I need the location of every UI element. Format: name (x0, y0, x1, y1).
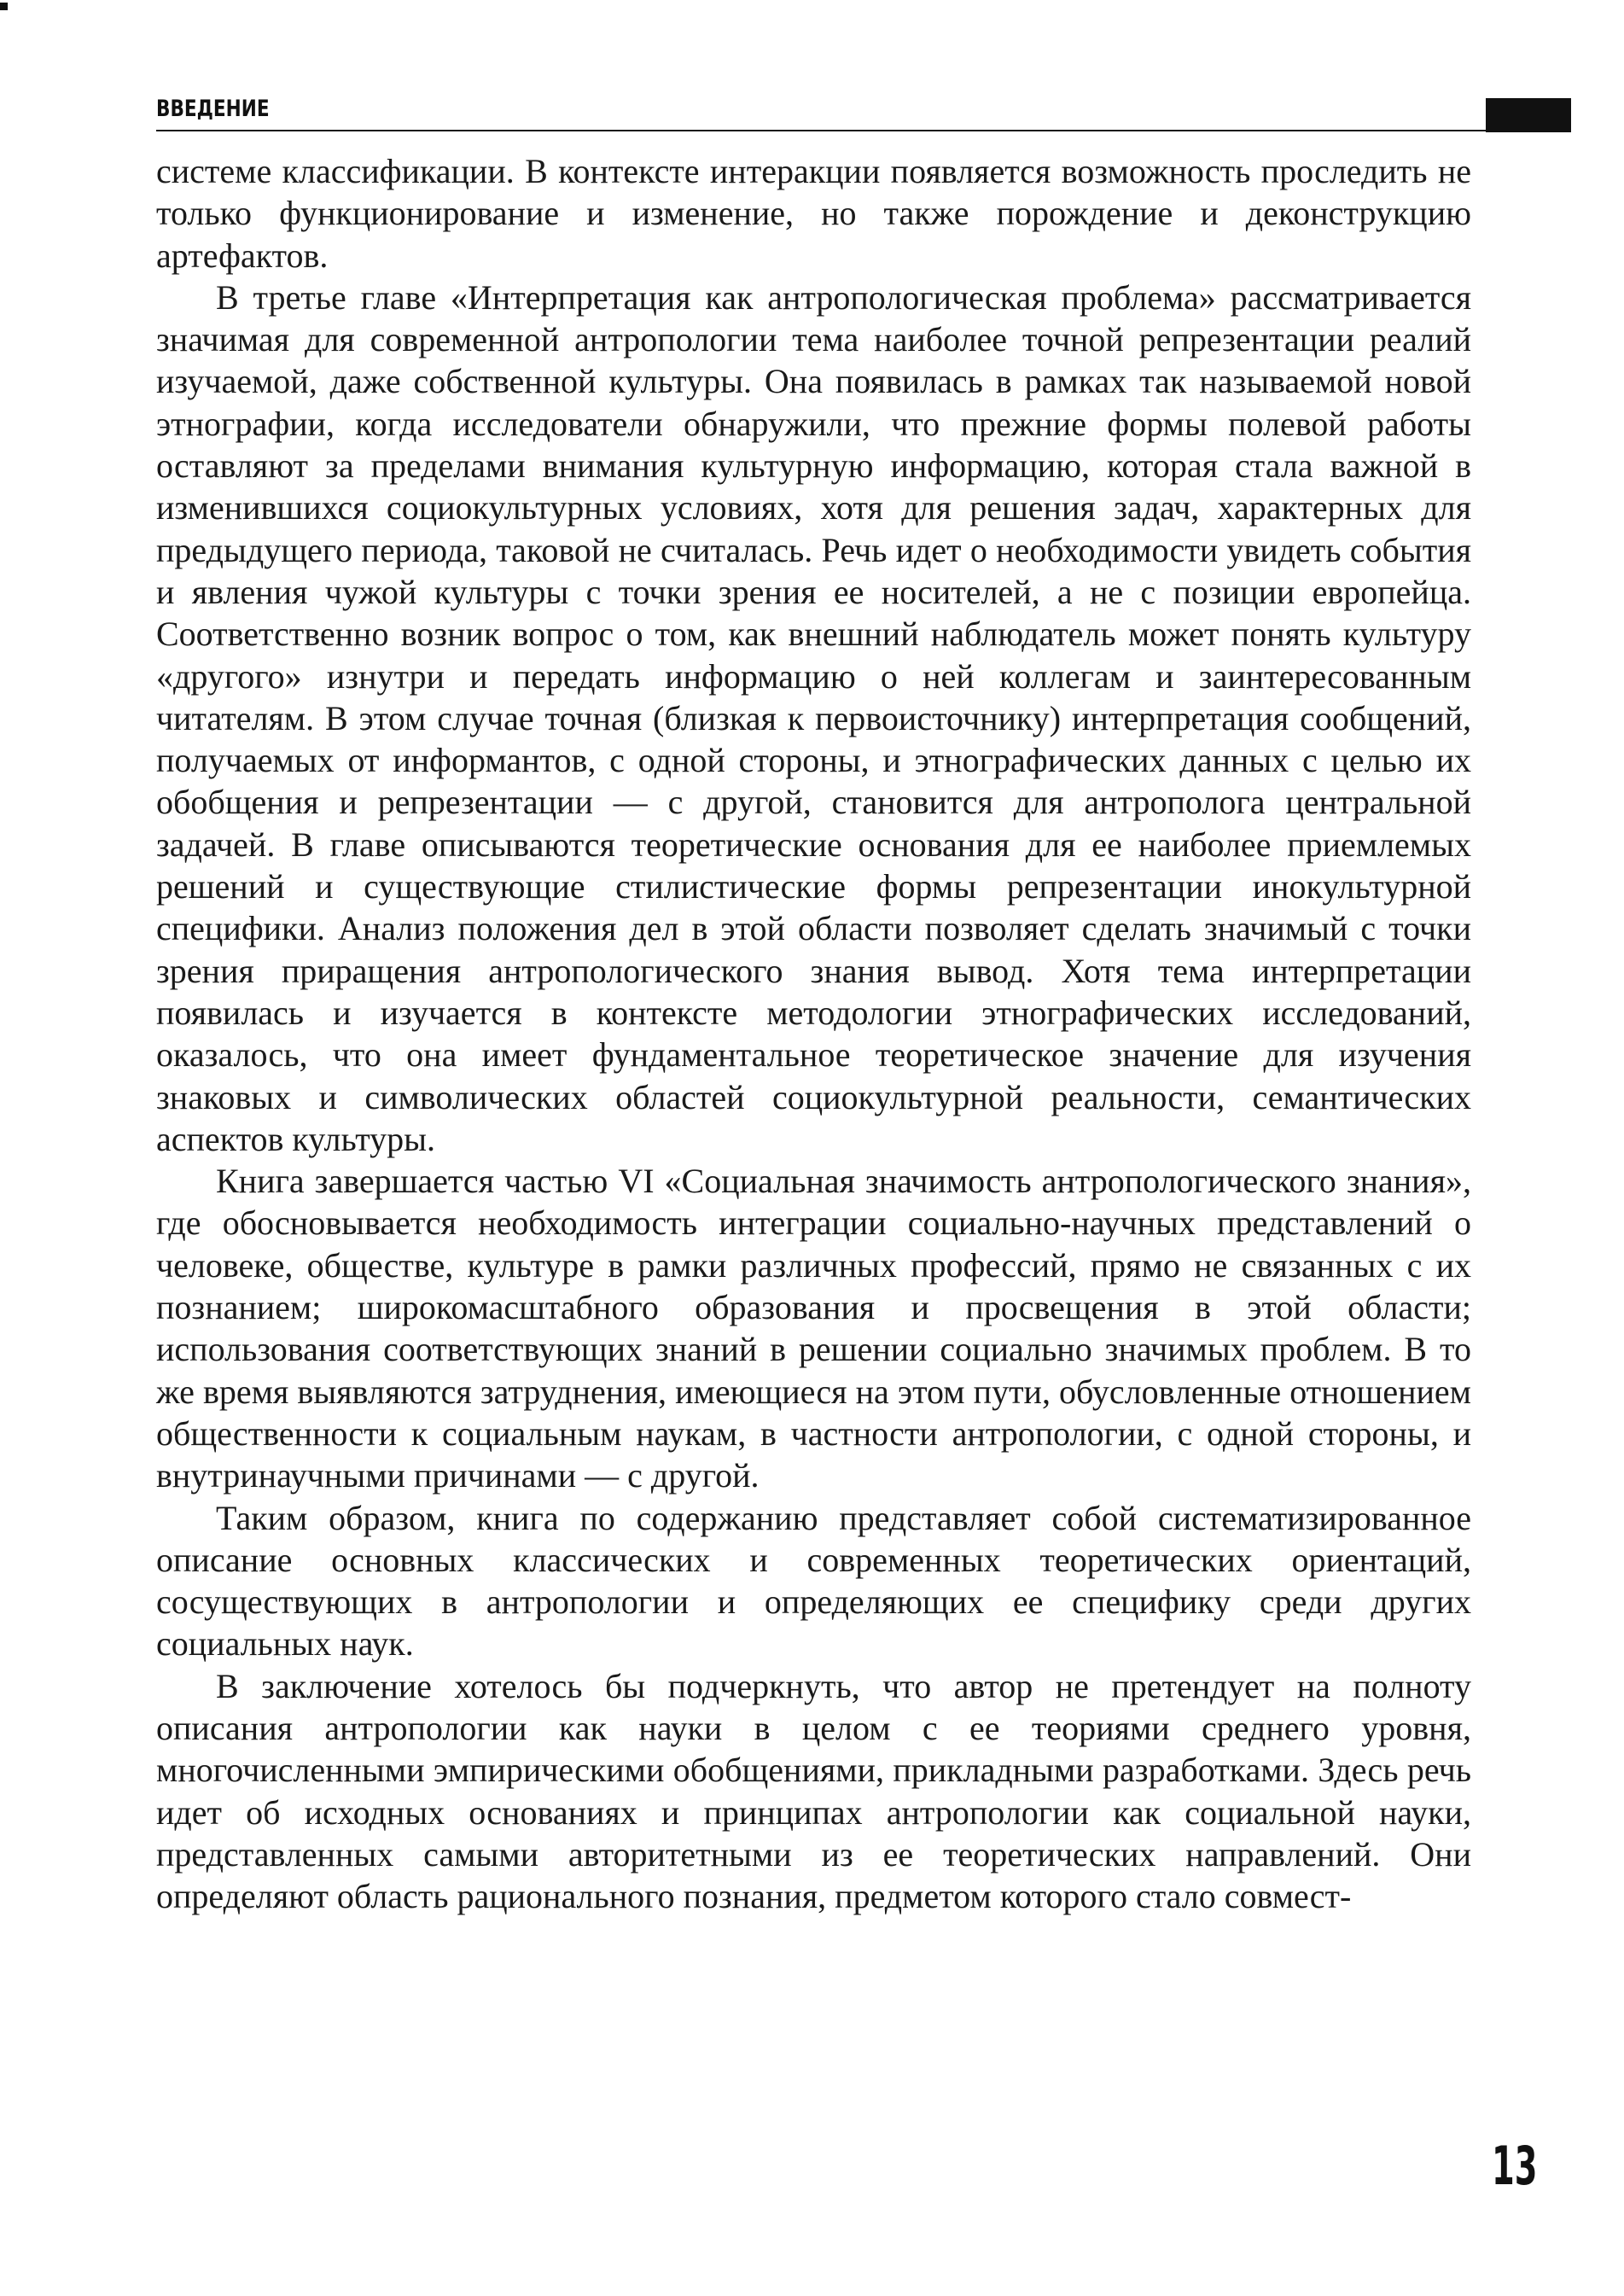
paragraph-5: В заключение хотелось бы подчеркнуть, что автор не претендует на полноту описания антропологии как науки в целом с ее теориями среднего уровня, многочисленными эмпирическими обобщениями, прикладными разработками. Здесь речь идет об исходных основаниях и принципах антропологии как социальной науки, представленных самыми авторитетными из ее теоретических направлений. Они определяют область рационального познания, предметом которого стало совмест- (156, 1666, 1471, 1916)
running-head-black-bar (1486, 98, 1571, 132)
paragraph-1: системе классификации. В контексте интеракции появляется возможность проследить не только функционирование и изменение, но также порождение и деконструкцию артефактов. (156, 152, 1471, 275)
paragraph-2: В третье главе «Интерпретация как антропологическая проблема» рассматривается значимая для современной антропологии тема наиболее точной репрезентации реалий изучаемой, даже собственной культуры. Она появилась в рамках так называемой новой этнографии, когда исследователи обнаружили, что прежние формы полевой работы оставляют за пределами внимания культурную информацию, которая стала важной в изменившихся социокультурных условиях, хотя для решения задач, характерных для предыдущего периода, таковой не считалась. Речь идет о необходимости увидеть события и явления чужой культуры с точки зрения ее носителей, а не с позиции европейца. Соответственно возник вопрос о том, как внешний наблюдатель может понять культуру «другого» изнутри и передать информацию о ней коллегам и заинтересованным читателям. В этом случае точная (близкая к первоисточнику) интерпретация сообщений, получаемых от информантов, с одной стороны, и этнографических данных с целью их обобщения и репрезентации — с другой, становится для антрополога центральной задачей. В главе описываются теоретические основания для ее наиболее приемлемых решений и существующие стилистические формы репрезентации инокультурной специфики. Анализ положения дел в этой области позволяет сделать значимый с точки зрения приращения антропологического знания вывод. Хотя тема интерпретации появилась и изучается в контексте методологии этнографических исследований, оказалось, что она имеет фундаментальное теоретическое значение для изучения знаковых и символических областей социокультурной реальности, семантических аспектов культуры. (156, 277, 1471, 1158)
running-head (156, 96, 1571, 135)
running-head-title: ВВЕДЕНИЕ (156, 96, 270, 122)
scan-artifact (0, 3, 8, 10)
paragraph-3: Книга завершается частью VI «Социальная значимость антропологического знания», где обосновывается необходимость интеграции социально-научных представлений о человеке, обществе, культуре в рамки различных профессий, прямо не связанных с их познанием; широкомасштабного образования и просвещения в этой области; использования соответствующих знаний в решении социально значимых проблем. В то же время выявляются затруднения, имеющиеся на этом пути, обусловленные отношением общественности к социальным наукам, в частности антропологии, с одной стороны, и внутринаучными причинами — с другой. (156, 1162, 1471, 1495)
main-text (156, 150, 1471, 1917)
paragraph-4: Таким образом, книга по содержанию представляет собой систематизированное описание основных классических и современных теоретических ориентаций, сосуществующих в антропологии и определяющих ее специфику среди других социальных наук. (156, 1498, 1471, 1664)
page-number: 13 (1492, 2135, 1538, 2197)
running-head-rule (156, 130, 1487, 131)
